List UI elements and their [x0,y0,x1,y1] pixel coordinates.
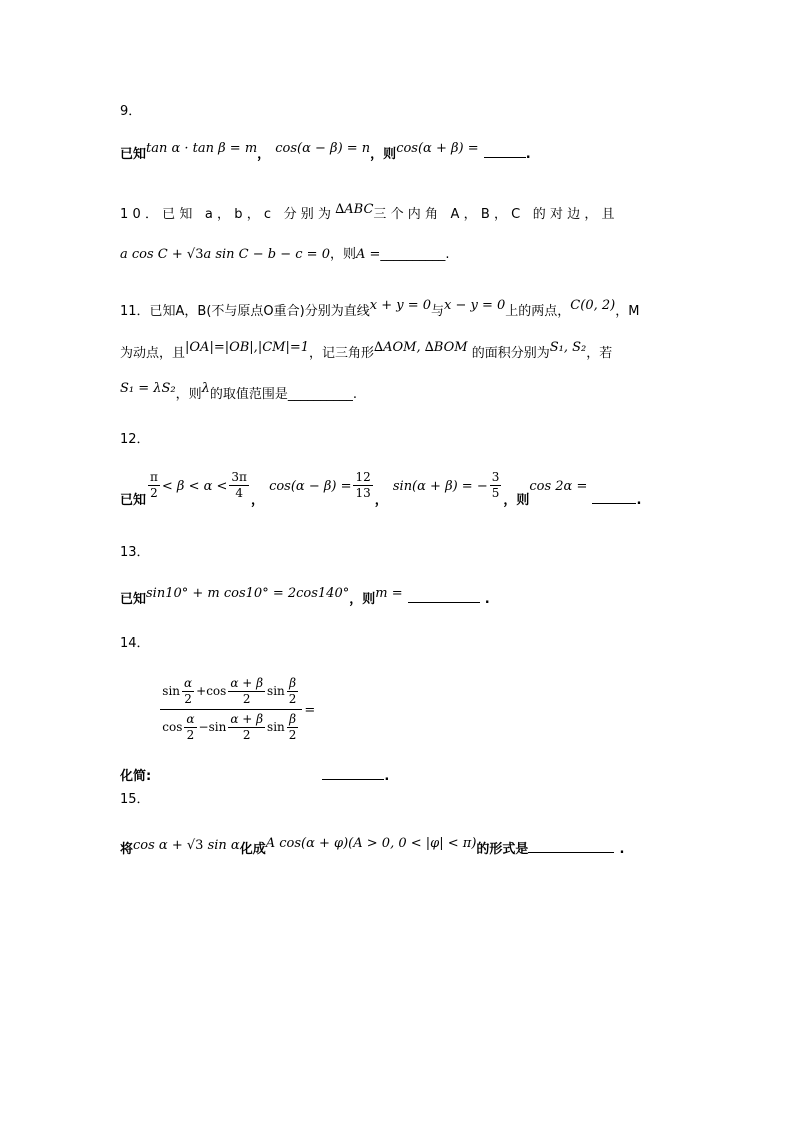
q11-answer-blank: __________ [287,387,353,402]
q11-text-i: ，则 [175,387,202,402]
q11-line-eq1: x + y = 0 [369,298,431,313]
q10-then: ，则 [329,247,356,262]
q14-two1: 2 [184,692,192,706]
q12-frac3-den: 13 [355,486,371,500]
q14-two2: 2 [242,692,251,706]
q11-lambda: λ [201,381,210,396]
q15-expr-b: sin α [203,838,240,853]
q12-answer-blank [592,502,636,504]
q14-numerator [160,676,302,707]
q14-two3: 2 [288,692,297,706]
q12-then: ，则 [503,493,530,508]
q12-frac1-den: 2 [150,486,158,500]
q12-comma2: ， [374,493,388,508]
q10-answer-var: A = [356,247,381,262]
q14-number: 14． [120,636,150,651]
q10-answer-blank: __________ [380,247,446,262]
q15-prefix: 将 [120,842,134,857]
q14-den-frac-b [287,712,299,743]
q11-ratio-eq: S₁ = λS₂ [120,381,176,396]
q11-text-f: ，记三角形 [309,346,375,361]
q14-sin4: sin [267,720,285,734]
q14-denominator [160,712,302,743]
q14-apb1: α + β [230,676,264,690]
q11-period: . [352,387,358,402]
q15-target-form: A cos(α + φ)(A > 0, 0 < |φ| < π) [265,836,477,851]
q11-text-b: 与 [431,304,445,319]
q10-line2 [120,243,450,262]
q12-line [120,470,641,508]
q14-b1: β [289,676,297,690]
q12-period: . [636,493,642,508]
q10-eq-part1: a cos C + [120,247,187,262]
q15-sqrt3: √3 [186,838,204,853]
q11-text-j: 的取值范围是 [209,387,288,402]
q11-text-g: 的面积分别为 [471,346,550,361]
q11-line-eq2: x − y = 0 [444,298,506,313]
q9-cos-sum: cos(α + β) = [396,141,479,156]
q9-prefix: 已知 [120,147,147,162]
q14-minus: − [198,720,209,734]
q12-inequality: < β < α < [161,479,228,494]
q11-triangles: ∆AOM, ∆BOM [374,340,468,355]
q12-sin-sum: sin(α + β) = − [392,479,488,494]
q12-frac-3pi-4 [229,470,249,501]
q13-line [120,588,490,607]
q14-num-frac-ab [228,676,265,707]
q14-b2: β [289,712,297,726]
q15-into: 化成 [239,842,266,857]
q15-line [120,838,624,857]
q9-number: 9． [120,104,142,119]
q14-sin2: sin [267,684,285,698]
q15-form-is: 的形式是 [476,842,529,857]
q12-prefix: 已知 [120,493,147,508]
q12-frac-pi-2 [148,470,160,501]
q12-frac-12-13 [353,470,372,501]
q12-cos2a: cos 2α = [529,479,588,494]
q15-answer-blank [528,851,614,853]
q11-line3 [120,383,357,402]
q11-line1 [120,300,639,319]
q12-cos-diff: cos(α − β) = [269,479,352,494]
q15-number: 15． [120,792,150,807]
q9-then: ，则 [370,147,397,162]
q14-cos1: cos [206,684,227,698]
q12-frac4-den: 5 [491,486,500,500]
q12-frac1-num: π [150,470,158,484]
q12-frac4-num: 3 [491,470,500,484]
q9-cos-diff: cos(α − β) = n [275,141,371,156]
q15-expr-a: cos α + [133,838,187,853]
q10-text-pre: 10．已知 a，b，c 分别为 [120,207,336,222]
q14-line [120,676,389,784]
q10-triangle: ∆ABC [335,202,374,217]
q14-answer-blank [322,778,384,780]
q14-period: . [384,769,390,784]
q14-cos2: cos [162,720,183,734]
q10-line1 [120,203,619,222]
q12-frac2-num: 3π [231,470,247,484]
q11-text-d: ，M [615,304,640,319]
q10-period: . [445,247,450,262]
q12-frac-3-5 [490,470,502,501]
q10-text-post: 三个内角 A，B，C 的对边，且 [373,207,619,222]
q12-number: 12． [120,432,150,447]
q14-big-fraction [160,676,302,743]
q11-point-c: C(0, 2) [570,298,616,313]
q11-vector-condition: |OA|=|OB|,|CM|=1 [185,340,309,355]
q14-two5: 2 [242,728,251,742]
q12-frac2-den: 4 [235,486,243,500]
q12-frac3-num: 12 [355,470,371,484]
q13-answer-blank [408,601,480,603]
q13-then: ，则 [349,592,376,607]
q14-a2: α [186,712,195,726]
q14-two4: 2 [186,728,195,742]
q11-text-h: ，若 [586,346,613,361]
q13-m-var: m = [375,586,403,601]
q14-plus: + [196,684,207,698]
q14-sin1: sin [162,684,181,698]
q14-two6: 2 [288,728,297,742]
q14-apb2: α + β [230,712,264,726]
q11-text-c: 上的两点， [505,304,571,319]
q14-num-frac-b [287,676,299,707]
q14-a1: α [184,676,193,690]
q13-period: . [484,592,490,607]
q9-comma: ， [257,147,271,162]
q10-sqrt3: √3 [186,247,204,262]
q10-eq-part2: a sin C − b − c = 0 [203,247,330,262]
q14-sin3: sin [208,720,227,734]
q13-equation: sin10° + m cos10° = 2cos140° [146,586,350,601]
q11-areas: S₁, S₂ [549,340,587,355]
q14-den-frac-a [184,712,196,743]
q9-line [120,143,531,162]
q14-den-frac-ab [228,712,265,743]
q11-text-a: 11．已知A，B(不与原点O重合)分别为直线 [120,304,370,319]
q14-equals: = [304,703,316,718]
q13-number: 13． [120,545,150,560]
q12-comma1: ， [250,493,264,508]
q11-text-e: 为动点，且 [120,346,186,361]
q14-num-frac-a [182,676,194,707]
q11-line2 [120,342,612,361]
q15-period: . [619,842,625,857]
q9-period: . [525,147,531,162]
q9-answer-blank [484,156,526,158]
q14-prefix: 化简: [120,769,152,784]
q9-tan-product: tan α · tan β = m [146,141,258,156]
q13-prefix: 已知 [120,592,147,607]
